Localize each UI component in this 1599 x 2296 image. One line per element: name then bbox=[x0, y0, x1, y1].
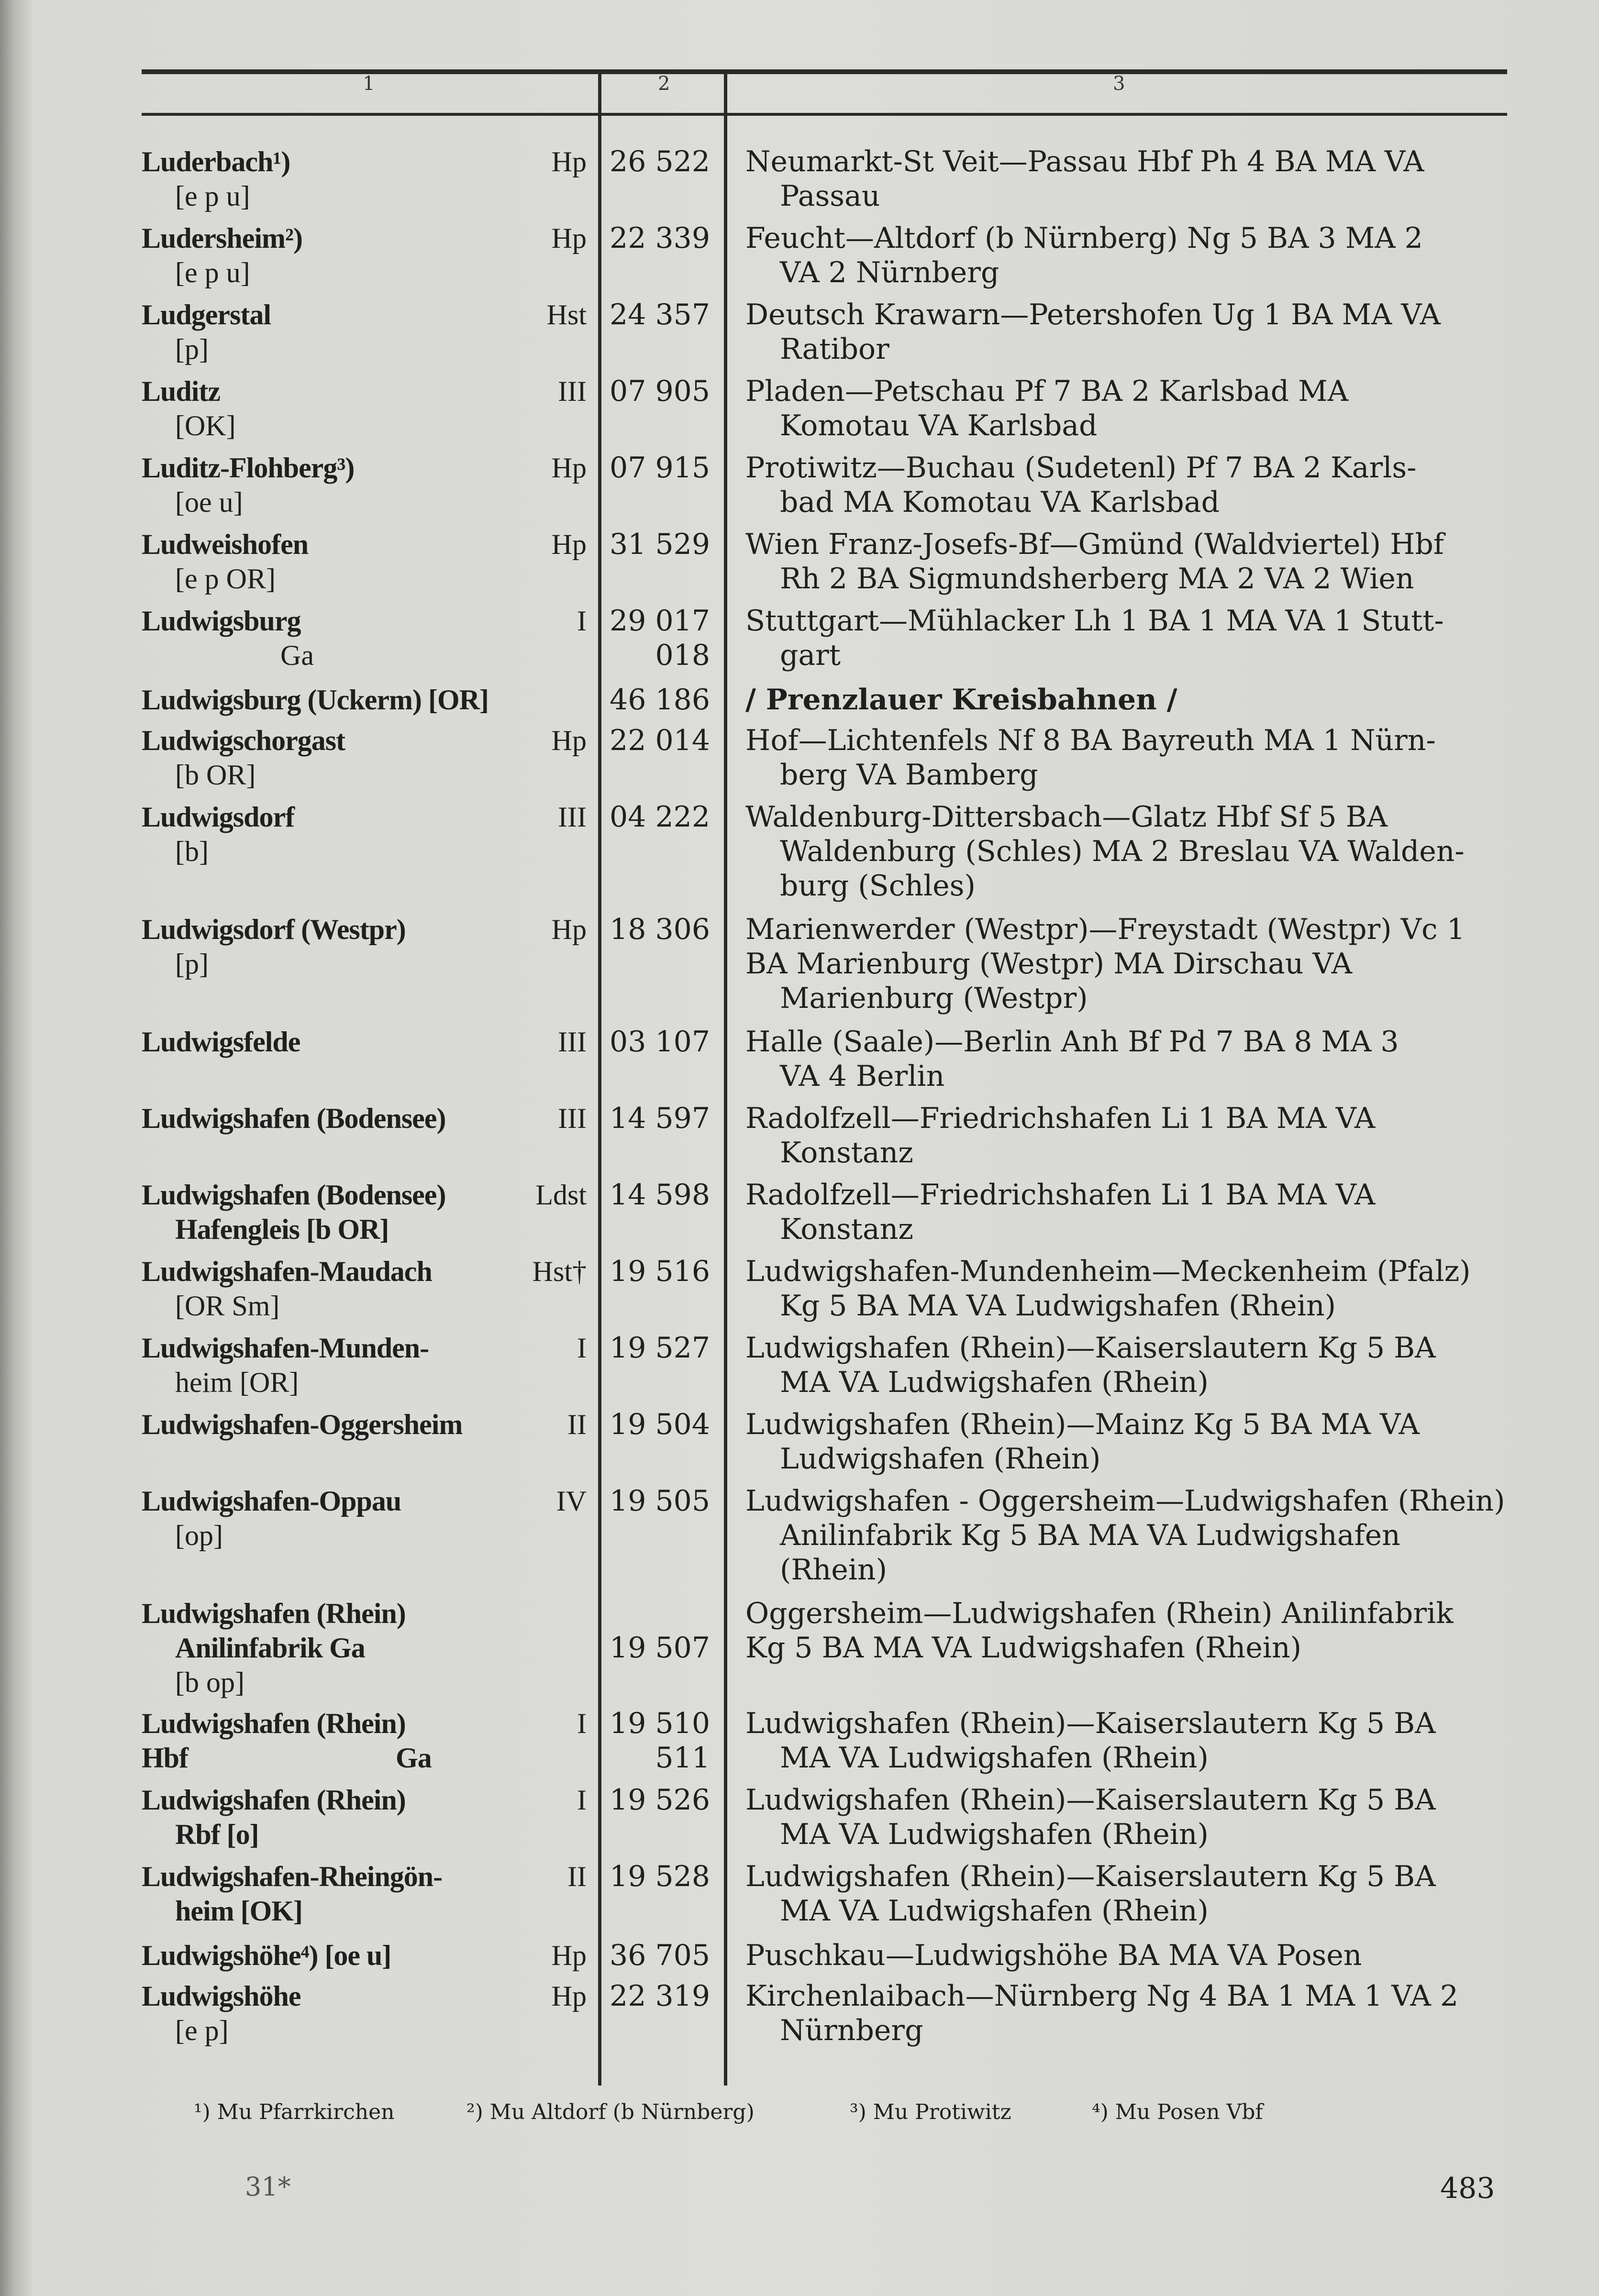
station-number: 31 529 bbox=[610, 528, 710, 561]
station-name: Ludwigshafen-Maudach bbox=[142, 1256, 432, 1287]
route-text-continued: MA VA Ludwigshafen (Rhein) bbox=[780, 1818, 1209, 1851]
station-name: Ludweishofen bbox=[142, 529, 309, 560]
route-text: Protiwitz—Buchau (Sudetenl) Pf 7 BA 2 Karls- bbox=[745, 451, 1417, 485]
route-text: Ludwigshafen (Rhein)—Kaiserslautern Kg 5 BA bbox=[745, 1860, 1436, 1893]
station-note: [oe u] bbox=[175, 486, 243, 518]
header-bottom-rule bbox=[142, 113, 1507, 116]
station-name: Ludwigshöhe⁴) [oe u] bbox=[142, 1940, 391, 1971]
route-text-continued: Konstanz bbox=[780, 1136, 913, 1170]
station-name: Ludwigshafen-Rheingön- bbox=[142, 1861, 443, 1892]
route-text-continued: Kg 5 BA MA VA Ludwigshafen (Rhein) bbox=[780, 1289, 1336, 1323]
route-text: Kirchenlaibach—Nürnberg Ng 4 BA 1 MA 1 VA 2 bbox=[745, 1979, 1459, 2013]
route-text-continued: Nürnberg bbox=[780, 2014, 923, 2047]
station-name: Ludwigshafen (Rhein) bbox=[142, 1708, 406, 1739]
station-class: Hp bbox=[551, 1940, 587, 1971]
route-text: Ludwigshafen (Rhein)—Kaiserslautern Kg 5 BA bbox=[745, 1707, 1436, 1740]
station-note: Anilinfabrik Ga bbox=[175, 1632, 365, 1664]
station-class: I bbox=[577, 605, 587, 637]
station-class: II bbox=[567, 1861, 587, 1892]
station-class: II bbox=[567, 1409, 587, 1440]
route-text: Ludwigshafen (Rhein)—Kaiserslautern Kg 5 BA bbox=[745, 1783, 1436, 1817]
station-number: 36 705 bbox=[610, 1939, 710, 1972]
station-name: Ludwigshafen (Rhein) bbox=[142, 1598, 406, 1629]
station-number: 24 357 bbox=[610, 298, 710, 331]
route-text: Ludwigshafen (Rhein)—Kaiserslautern Kg 5 BA bbox=[745, 1331, 1436, 1365]
station-note: [OK] bbox=[175, 410, 236, 442]
route-text: Hof—Lichtenfels Nf 8 BA Bayreuth MA 1 Nürn- bbox=[745, 724, 1436, 757]
route-text: Oggersheim—Ludwigshafen (Rhein) Anilinfabrik bbox=[745, 1597, 1454, 1630]
station-name: Ludgerstal bbox=[142, 299, 271, 331]
route-text: Radolfzell—Friedrichshafen Li 1 BA MA VA bbox=[745, 1102, 1376, 1135]
station-class: Hp bbox=[551, 529, 587, 560]
station-class: III bbox=[558, 801, 587, 833]
station-note: Hbf Ga bbox=[142, 1742, 432, 1774]
station-number: 19 526 bbox=[610, 1783, 710, 1817]
station-class: Hp bbox=[551, 725, 587, 756]
route-text-continued: MA VA Ludwigshafen (Rhein) bbox=[780, 1366, 1209, 1399]
column-header-2: 2 bbox=[658, 73, 670, 95]
station-number: 14 597 bbox=[610, 1102, 710, 1135]
route-text-continued: Anilinfabrik Kg 5 BA MA VA Ludwigshafen bbox=[780, 1519, 1400, 1552]
station-name: Ludwigshafen-Oggersheim bbox=[142, 1409, 463, 1440]
route-text: Wien Franz-Josefs-Bf—Gmünd (Waldviertel) Hbf bbox=[745, 528, 1444, 561]
route-text-continued: Komotau VA Karlsbad bbox=[780, 409, 1098, 442]
station-note: [p] bbox=[175, 333, 209, 365]
station-number: 03 107 bbox=[610, 1025, 710, 1059]
route-text-continued: berg VA Bamberg bbox=[780, 758, 1038, 792]
station-note: [e p u] bbox=[175, 180, 250, 212]
column-divider-1 bbox=[598, 69, 601, 2086]
station-class: Hst bbox=[546, 299, 587, 331]
station-name: Ludwigsdorf bbox=[142, 801, 295, 833]
footnote-4: ⁴) Mu Posen Vbf bbox=[1092, 2100, 1263, 2124]
station-class: III bbox=[558, 1103, 587, 1134]
station-number: 19 504 bbox=[610, 1408, 710, 1441]
station-note: Rbf [o] bbox=[175, 1819, 259, 1850]
station-name: Luderbach¹) bbox=[142, 146, 290, 177]
route-text: Halle (Saale)—Berlin Anh Bf Pd 7 BA 8 MA 3 bbox=[745, 1025, 1399, 1059]
station-class: I bbox=[577, 1784, 587, 1816]
station-number: 14 598 bbox=[610, 1178, 710, 1212]
route-text: Puschkau—Ludwigshöhe BA MA VA Posen bbox=[745, 1939, 1362, 1972]
route-text: Ludwigshafen-Mundenheim—Meckenheim (Pfalz) bbox=[745, 1255, 1471, 1288]
route-text-continued: Ratibor bbox=[780, 332, 889, 366]
station-name: Ludwigsdorf (Westpr) bbox=[142, 914, 406, 945]
station-note: [b] bbox=[175, 836, 209, 867]
station-note: Ga bbox=[280, 640, 314, 671]
page-number: 483 bbox=[1440, 2172, 1495, 2205]
station-class: I bbox=[577, 1708, 587, 1739]
station-name: Ludwigshafen (Bodensee) bbox=[142, 1179, 446, 1211]
station-note: [op] bbox=[175, 1520, 223, 1551]
station-name: Ludwigschorgast bbox=[142, 725, 345, 756]
route-text: Radolfzell—Friedrichshafen Li 1 BA MA VA bbox=[745, 1178, 1376, 1212]
printer-signature: 31* bbox=[245, 2172, 291, 2202]
station-number: 46 186 bbox=[610, 683, 710, 717]
station-note: [e p u] bbox=[175, 257, 250, 288]
route-text-continued: VA 2 Nürnberg bbox=[780, 256, 999, 289]
station-note: [b OR] bbox=[175, 759, 256, 791]
station-number: 19 516 bbox=[610, 1255, 710, 1288]
footnote-3: ³) Mu Protiwitz bbox=[850, 2100, 1011, 2124]
station-name: Ludersheim²) bbox=[142, 222, 302, 254]
station-class: I bbox=[577, 1332, 587, 1364]
station-number: 19 528 bbox=[610, 1860, 710, 1893]
route-text: Stuttgart—Mühlacker Lh 1 BA 1 MA VA 1 Stutt- bbox=[745, 604, 1444, 638]
station-name: Ludwigshafen (Bodensee) bbox=[142, 1103, 446, 1134]
station-number: 26 522 bbox=[610, 145, 710, 178]
route-text: Deutsch Krawarn—Petershofen Ug 1 BA MA VA bbox=[745, 298, 1441, 331]
column-divider-2 bbox=[724, 69, 727, 2086]
station-note: [e p OR] bbox=[175, 563, 276, 595]
footnote-1: ¹) Mu Pfarrkirchen bbox=[194, 2100, 395, 2124]
station-note: heim [OR] bbox=[175, 1367, 299, 1398]
route-text-continued: Konstanz bbox=[780, 1213, 913, 1246]
station-name: Ludwigsburg bbox=[142, 605, 301, 637]
station-number: 19 527 bbox=[610, 1331, 710, 1365]
route-text: Neumarkt-St Veit—Passau Hbf Ph 4 BA MA VA bbox=[745, 145, 1424, 178]
route-text: Ludwigshafen (Rhein)—Mainz Kg 5 BA MA VA bbox=[745, 1408, 1420, 1441]
footnote-2: ²) Mu Altdorf (b Nürnberg) bbox=[466, 2100, 755, 2124]
route-text: Marienwerder (Westpr)—Freystadt (Westpr) Vc 1 bbox=[745, 913, 1465, 946]
station-class: Hp bbox=[551, 914, 587, 945]
station-name: Ludwigsfelde bbox=[142, 1026, 300, 1058]
route-text-continued: Ludwigshafen (Rhein) bbox=[780, 1442, 1101, 1476]
station-name: Ludwigshafen (Rhein) bbox=[142, 1784, 406, 1816]
route-text-continued: Passau bbox=[780, 179, 880, 213]
station-class: Ldst bbox=[535, 1179, 587, 1211]
station-number: 04 222 bbox=[610, 800, 710, 834]
station-name: Ludwigshafen-Oppau bbox=[142, 1485, 401, 1517]
station-note: [OR Sm] bbox=[175, 1290, 280, 1322]
column-header-1: 1 bbox=[363, 73, 375, 95]
station-class: III bbox=[558, 375, 587, 407]
station-class: III bbox=[558, 1026, 587, 1058]
station-number: 22 319 bbox=[610, 1979, 710, 2013]
station-note: [e p] bbox=[175, 2015, 229, 2046]
route-text: Pladen—Petschau Pf 7 BA 2 Karlsbad MA bbox=[745, 375, 1349, 408]
station-number: 19 505 bbox=[610, 1484, 710, 1518]
station-class: IV bbox=[556, 1485, 587, 1517]
route-text-continued: Kg 5 BA MA VA Ludwigshafen (Rhein) bbox=[745, 1631, 1302, 1665]
station-note: Hafengleis [b OR] bbox=[175, 1214, 389, 1245]
station-class: Hp bbox=[551, 222, 587, 254]
station-class: Hp bbox=[551, 452, 587, 484]
station-number: 19 510 511 bbox=[610, 1707, 710, 1775]
route-text-continued: MA VA Ludwigshafen (Rhein) bbox=[780, 1894, 1209, 1928]
route-text-continued: (Rhein) bbox=[780, 1553, 887, 1587]
route-text-continued: BA Marienburg (Westpr) MA Dirschau VA bbox=[745, 947, 1353, 981]
station-class: Hp bbox=[551, 1980, 587, 2012]
route-text-continued: Rh 2 BA Sigmundsherberg MA 2 VA 2 Wien bbox=[780, 562, 1414, 596]
station-class: Hp bbox=[551, 146, 587, 177]
station-note: heim [OK] bbox=[175, 1895, 302, 1927]
route-text-continued: bad MA Komotau VA Karlsbad bbox=[780, 486, 1220, 519]
column-header-3: 3 bbox=[1113, 73, 1125, 95]
route-text-continued: MA VA Ludwigshafen (Rhein) bbox=[780, 1741, 1209, 1775]
station-number: 22 014 bbox=[610, 724, 710, 757]
route-text: / Prenzlauer Kreisbahnen / bbox=[745, 683, 1177, 717]
route-text: Ludwigshafen - Oggersheim—Ludwigshafen (Rhein) bbox=[745, 1484, 1505, 1518]
route-text-continued: burg (Schles) bbox=[780, 869, 976, 903]
station-number: 07 915 bbox=[610, 451, 710, 485]
station-number: 19 507 bbox=[610, 1631, 710, 1665]
station-class: Hst† bbox=[532, 1256, 587, 1287]
station-name: Luditz bbox=[142, 375, 221, 407]
route-text: Waldenburg-Dittersbach—Glatz Hbf Sf 5 BA bbox=[745, 800, 1388, 834]
route-text-continued: VA 4 Berlin bbox=[780, 1060, 945, 1093]
station-note-2: [b op] bbox=[175, 1667, 244, 1698]
station-name: Ludwigshöhe bbox=[142, 1980, 301, 2012]
route-text: Feucht—Altdorf (b Nürnberg) Ng 5 BA 3 MA 2 bbox=[745, 221, 1423, 255]
route-text-continued: Waldenburg (Schles) MA 2 Breslau VA Walden- bbox=[780, 835, 1465, 868]
route-text-continued: gart bbox=[780, 639, 841, 672]
station-name: Luditz-Flohberg³) bbox=[142, 452, 355, 484]
station-number: 18 306 bbox=[610, 913, 710, 946]
route-text-continued: Marienburg (Westpr) bbox=[780, 982, 1088, 1015]
station-number: 29 017 018 bbox=[610, 604, 710, 672]
station-number: 07 905 bbox=[610, 375, 710, 408]
station-number: 22 339 bbox=[610, 221, 710, 255]
station-name: Ludwigsburg (Uckerm) [OR] bbox=[142, 684, 489, 716]
header-top-rule bbox=[142, 69, 1507, 74]
station-name: Ludwigshafen-Munden- bbox=[142, 1332, 429, 1364]
station-note: [p] bbox=[175, 948, 209, 980]
